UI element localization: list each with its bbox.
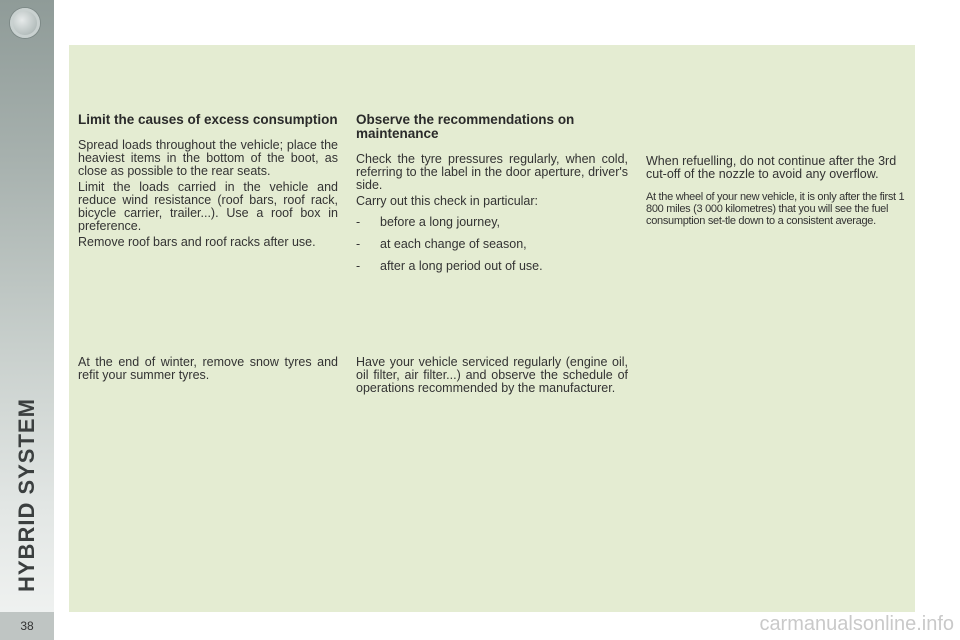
content-panel	[69, 45, 915, 612]
list-item: - after a long period out of use.	[356, 259, 543, 273]
chapter-circle-icon	[10, 8, 40, 38]
column-refuelling	[646, 155, 908, 230]
paragraph-spread-loads: Spread loads throughout the vehicle; place the heaviest items in the bottom of the boot, as close as possible to the rear seats.	[78, 138, 338, 178]
chapter-title: HYBRID SYSTEM	[14, 398, 39, 592]
heading-maintenance: Observe the recommendations on maintenance	[356, 112, 575, 141]
page-number: 38	[0, 612, 54, 640]
paragraph-remove-roof-bars: Remove roof bars and roof racks after use.	[78, 235, 316, 249]
paragraph-refuelling: When refuelling, do not continue after the 3rd cut-off of the nozzle to avoid any overflow.	[646, 154, 897, 181]
sidebar	[0, 0, 54, 640]
paragraph-servicing: Have your vehicle serviced regularly (engine oil, oil filter, air filter...) and observe the schedule of operations recommended by the manufacturer.	[356, 355, 628, 395]
heading-excess-consumption: Limit the causes of excess consumption	[78, 112, 338, 127]
paragraph-check-intro: Carry out this check in particular:	[356, 194, 539, 208]
check-list	[356, 216, 628, 273]
column-maintenance-bottom	[356, 356, 628, 398]
list-item: - at each change of season,	[356, 237, 527, 251]
paragraph-tyre-pressures: Check the tyre pressures regularly, when cold, referring to the label in the door aperture, driver's side.	[356, 152, 628, 192]
column-excess-consumption-bottom	[78, 356, 338, 385]
note-fuel-consumption: At the wheel of your new vehicle, it is only after the first 1 800 miles (3 000 kilometres) that you will see the fuel consumption set-tle down to a consistent average.	[646, 191, 905, 227]
column-excess-consumption	[78, 113, 338, 252]
paragraph-winter-tyres: At the end of winter, remove snow tyres and refit your summer tyres.	[78, 355, 338, 382]
paragraph-limit-loads: Limit the loads carried in the vehicle and reduce wind resistance (roof bars, roof rack, bicycle carrier, trailer...). Use a roof box in preference.	[78, 180, 338, 233]
watermark: carmanualsonline.info	[759, 613, 954, 635]
column-maintenance	[356, 113, 628, 282]
list-item: - before a long journey,	[356, 215, 500, 229]
